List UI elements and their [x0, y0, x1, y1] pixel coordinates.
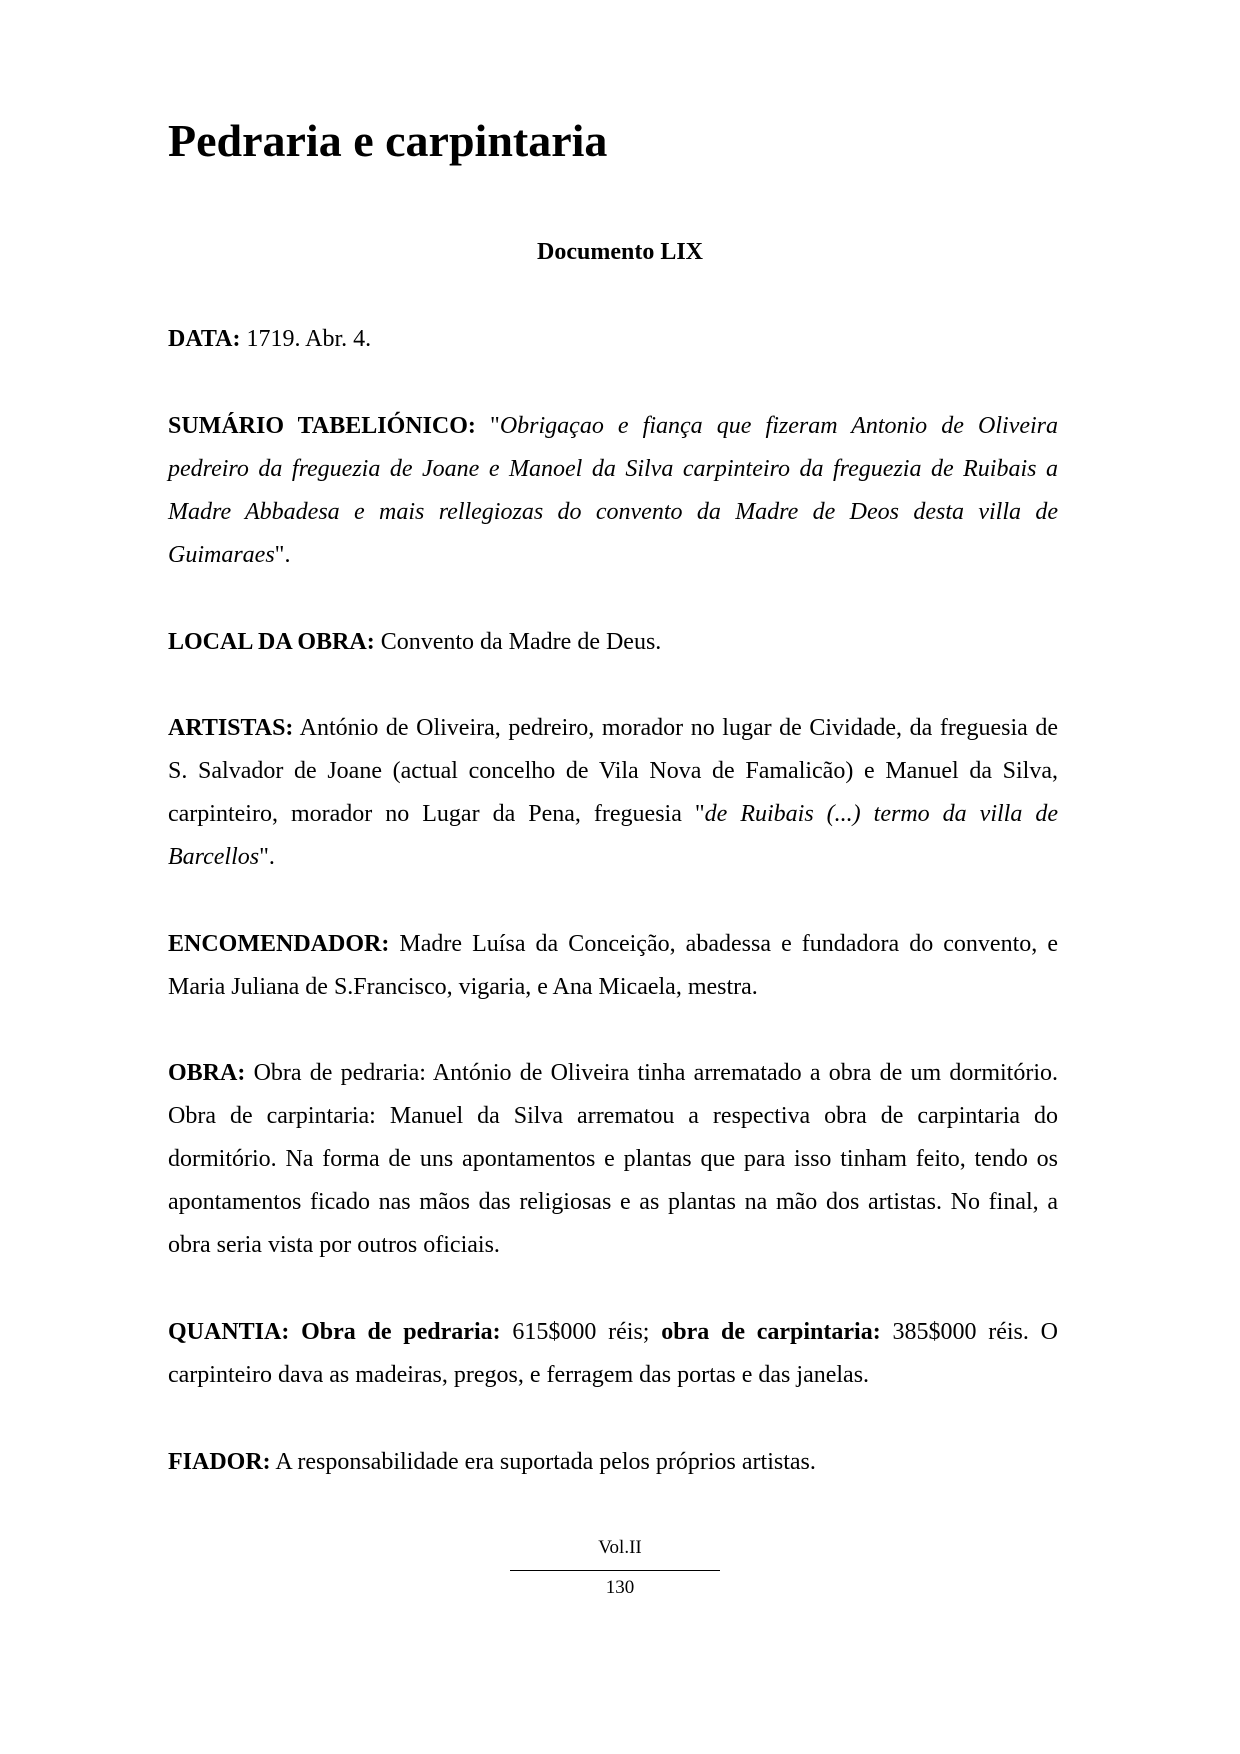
artistas-text: António de Oliveira, pedreiro, morador no lugar de Cividade, da freguesia de S. Salvador de Joane (actual concelho de Vila Nova de Famalicão) e Manuel da Silva, carpinteiro, morador no Lugar da Pena, freguesia " — [168, 715, 1058, 827]
quantia-carpintaria-label: obra de carpintaria: — [661, 1319, 881, 1345]
footer-divider — [510, 1570, 720, 1571]
local-value: Convento da Madre de Deus. — [374, 629, 662, 655]
encomendador-label: ENCOMENDADOR: — [168, 931, 390, 957]
page-title: Pedraria e carpintaria — [168, 115, 608, 166]
quantia-carpintaria-value: 385$000 réis. O carpinteiro dava as madeiras, pregos, e ferragem das portas e das janelas. — [168, 1319, 1058, 1388]
data-value: 1719. Abr. 4. — [240, 326, 372, 352]
fiador-label: FIADOR: — [168, 1449, 271, 1475]
obra-label: OBRA: — [168, 1060, 246, 1086]
section-sumario — [168, 405, 1058, 577]
document-number: Documento LIX — [537, 239, 703, 265]
artistas-close-quote: ". — [259, 844, 275, 870]
sumario-close-quote: ". — [274, 542, 291, 568]
quantia-label: QUANTIA: — [168, 1319, 290, 1345]
sumario-label: SUMÁRIO TABELIÓNICO: — [168, 413, 476, 439]
obra-value: Obra de pedraria: António de Oliveira tinha arrematado a obra de um dormitório. Obra de carpintaria: Manuel da Silva arrematou a respectiva obra de carpintaria do dormitório. Na forma de uns apontamentos e plantas que para isso tinham feito, tendo os apontamentos ficado nas mãos das religiosas e as plantas na mão dos artistas. No final, a obra seria vista por outros oficiais. — [168, 1060, 1058, 1258]
quantia-pedraria-value: 615$000 réis; — [500, 1319, 662, 1345]
section-quantia — [168, 1311, 1058, 1397]
data-label: DATA: — [168, 326, 241, 352]
page-number: 130 — [605, 1577, 635, 1598]
sumario-open-quote: " — [475, 413, 500, 439]
section-obra — [168, 1052, 1058, 1267]
artistas-label: ARTISTAS: — [168, 715, 294, 741]
section-artistas — [168, 707, 1058, 879]
artistas-quote: de Ruibais (...) termo da villa de Barcellos — [168, 801, 1058, 870]
section-local — [168, 621, 1058, 664]
section-data — [168, 318, 1058, 361]
section-fiador — [168, 1441, 1058, 1484]
quantia-pedraria-label: Obra de pedraria: — [289, 1319, 501, 1345]
local-label: LOCAL DA OBRA: — [168, 629, 375, 655]
encomendador-value: Madre Luísa da Conceição, abadessa e fundadora do convento, e Maria Juliana de S.Francisco, vigaria, e Ana Micaela, mestra. — [168, 931, 1058, 1000]
sumario-text: Obrigaçao e fiança que fizeram Antonio de Oliveira pedreiro da freguezia de Joane e Manoel da Silva carpinteiro da freguezia de Ruibais a Madre Abbadesa e mais rellegiozas do convento da Madre de Deos desta villa de Guimaraes — [168, 413, 1059, 568]
footer-volume: Vol.II — [598, 1537, 642, 1558]
fiador-value: A responsabilidade era suportada pelos próprios artistas. — [270, 1449, 816, 1475]
section-encomendador — [168, 923, 1058, 1009]
